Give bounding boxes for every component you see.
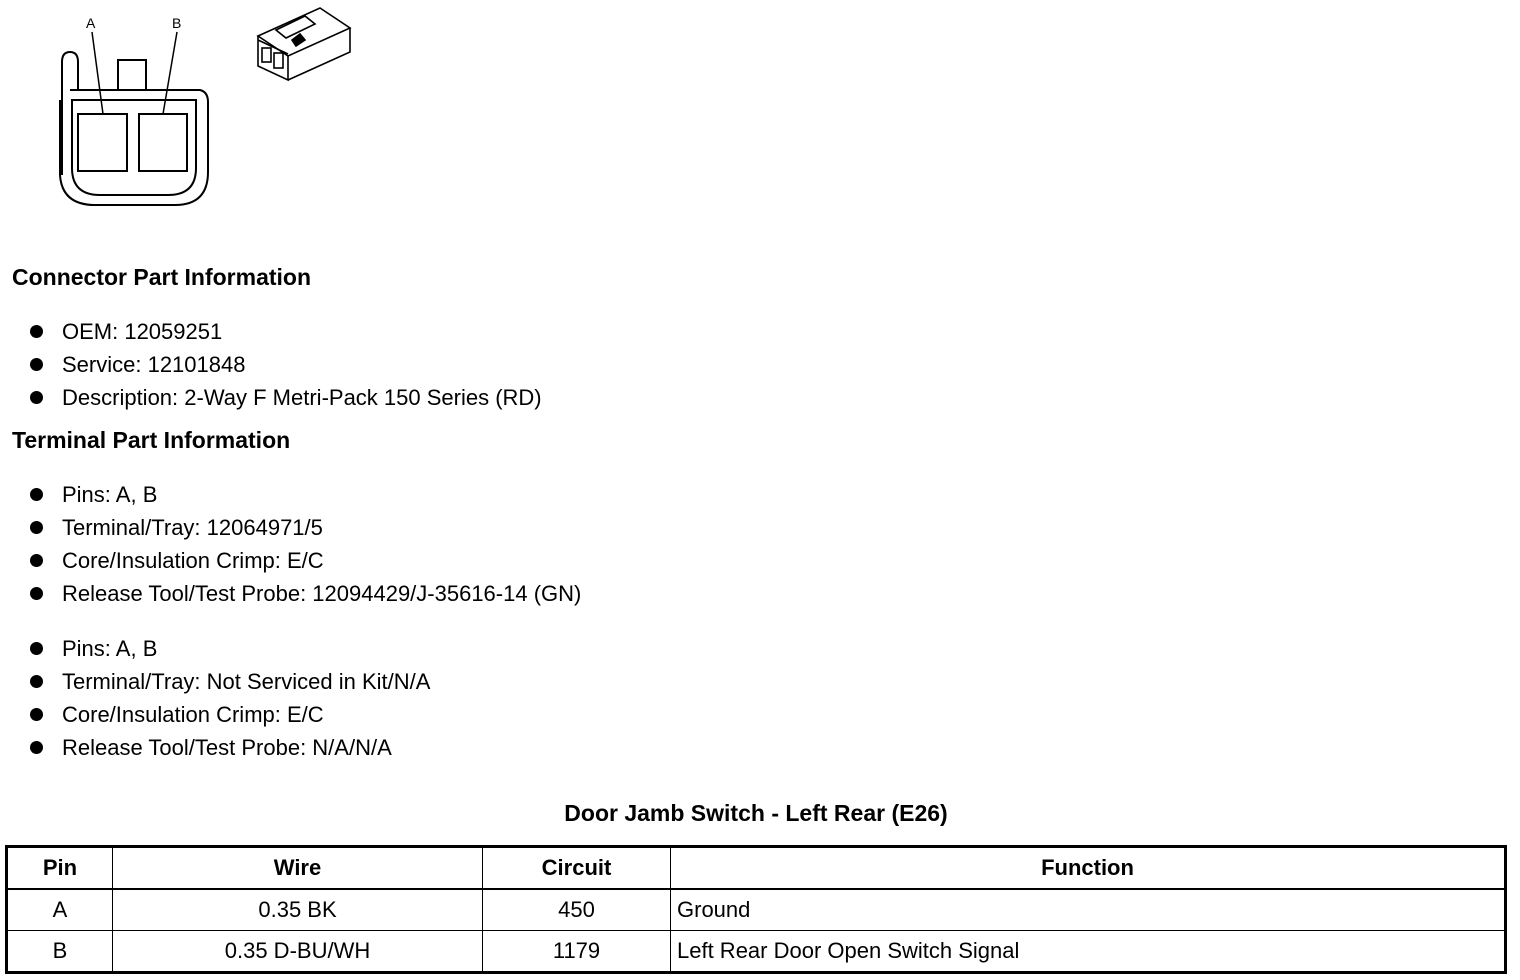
terminal-info-heading: Terminal Part Information	[12, 427, 291, 453]
cell-circuit: 1179	[483, 931, 671, 973]
list-item	[0, 544, 581, 577]
pin-table	[5, 845, 1507, 974]
connector-isometric-view	[258, 8, 350, 80]
release-tool-text: Release Tool/Test Probe: N/A/N/A	[62, 735, 392, 760]
table-row	[7, 931, 1506, 973]
list-item	[0, 511, 581, 544]
list-item	[0, 315, 542, 348]
crimp-text: Core/Insulation Crimp: E/C	[62, 702, 324, 727]
cell-wire: 0.35 BK	[113, 889, 483, 931]
list-item	[0, 731, 430, 764]
bullet-icon	[30, 587, 43, 600]
bullet-icon	[30, 488, 43, 501]
header-circuit: Circuit	[483, 847, 671, 890]
cavity-b	[139, 114, 187, 171]
list-item	[0, 698, 430, 731]
cell-function: Ground	[671, 889, 1506, 931]
connector-diagram	[0, 0, 380, 230]
terminal-tray-text: Terminal/Tray: 12064971/5	[62, 515, 323, 540]
table-header-row	[7, 847, 1506, 890]
list-item	[0, 478, 581, 511]
cell-function: Left Rear Door Open Switch Signal	[671, 931, 1506, 973]
oem-text: OEM: 12059251	[62, 319, 223, 344]
table-row	[7, 889, 1506, 931]
bullet-icon	[30, 741, 43, 754]
bullet-icon	[30, 521, 43, 534]
bullet-icon	[30, 554, 43, 567]
pins-text: Pins: A, B	[62, 482, 158, 507]
terminal-tray-text: Terminal/Tray: Not Serviced in Kit/N/A	[62, 669, 431, 694]
terminal-info-list-2	[0, 632, 430, 764]
pin-label-b: B	[172, 15, 182, 31]
bullet-icon	[30, 642, 43, 655]
header-wire: Wire	[113, 847, 483, 890]
cavity-a	[78, 114, 127, 171]
list-item	[0, 665, 430, 698]
bullet-icon	[30, 325, 43, 338]
release-tool-text: Release Tool/Test Probe: 12094429/J-35616-14 (GN)	[62, 581, 582, 606]
connector-info-heading: Connector Part Information	[12, 264, 312, 290]
cell-wire: 0.35 D-BU/WH	[113, 931, 483, 973]
bullet-icon	[30, 358, 43, 371]
bullet-icon	[30, 708, 43, 721]
bullet-icon	[30, 675, 43, 688]
crimp-text: Core/Insulation Crimp: E/C	[62, 548, 324, 573]
list-item	[0, 381, 542, 414]
pin-label-a: A	[86, 15, 96, 31]
connector-info-list	[0, 315, 542, 414]
connector-face-view	[60, 32, 208, 205]
description-text: Description: 2-Way F Metri-Pack 150 Series (RD)	[62, 385, 542, 410]
cell-pin: B	[7, 931, 113, 973]
service-text: Service: 12101848	[62, 352, 246, 377]
list-item	[0, 577, 581, 610]
list-item	[0, 632, 430, 665]
table-title: Door Jamb Switch - Left Rear (E26)	[564, 800, 948, 826]
header-pin: Pin	[7, 847, 113, 890]
bullet-icon	[30, 391, 43, 404]
list-item	[0, 348, 542, 381]
header-function: Function	[671, 847, 1506, 890]
cell-circuit: 450	[483, 889, 671, 931]
pins-text: Pins: A, B	[62, 636, 158, 661]
terminal-info-list-1	[0, 478, 581, 610]
cell-pin: A	[7, 889, 113, 931]
